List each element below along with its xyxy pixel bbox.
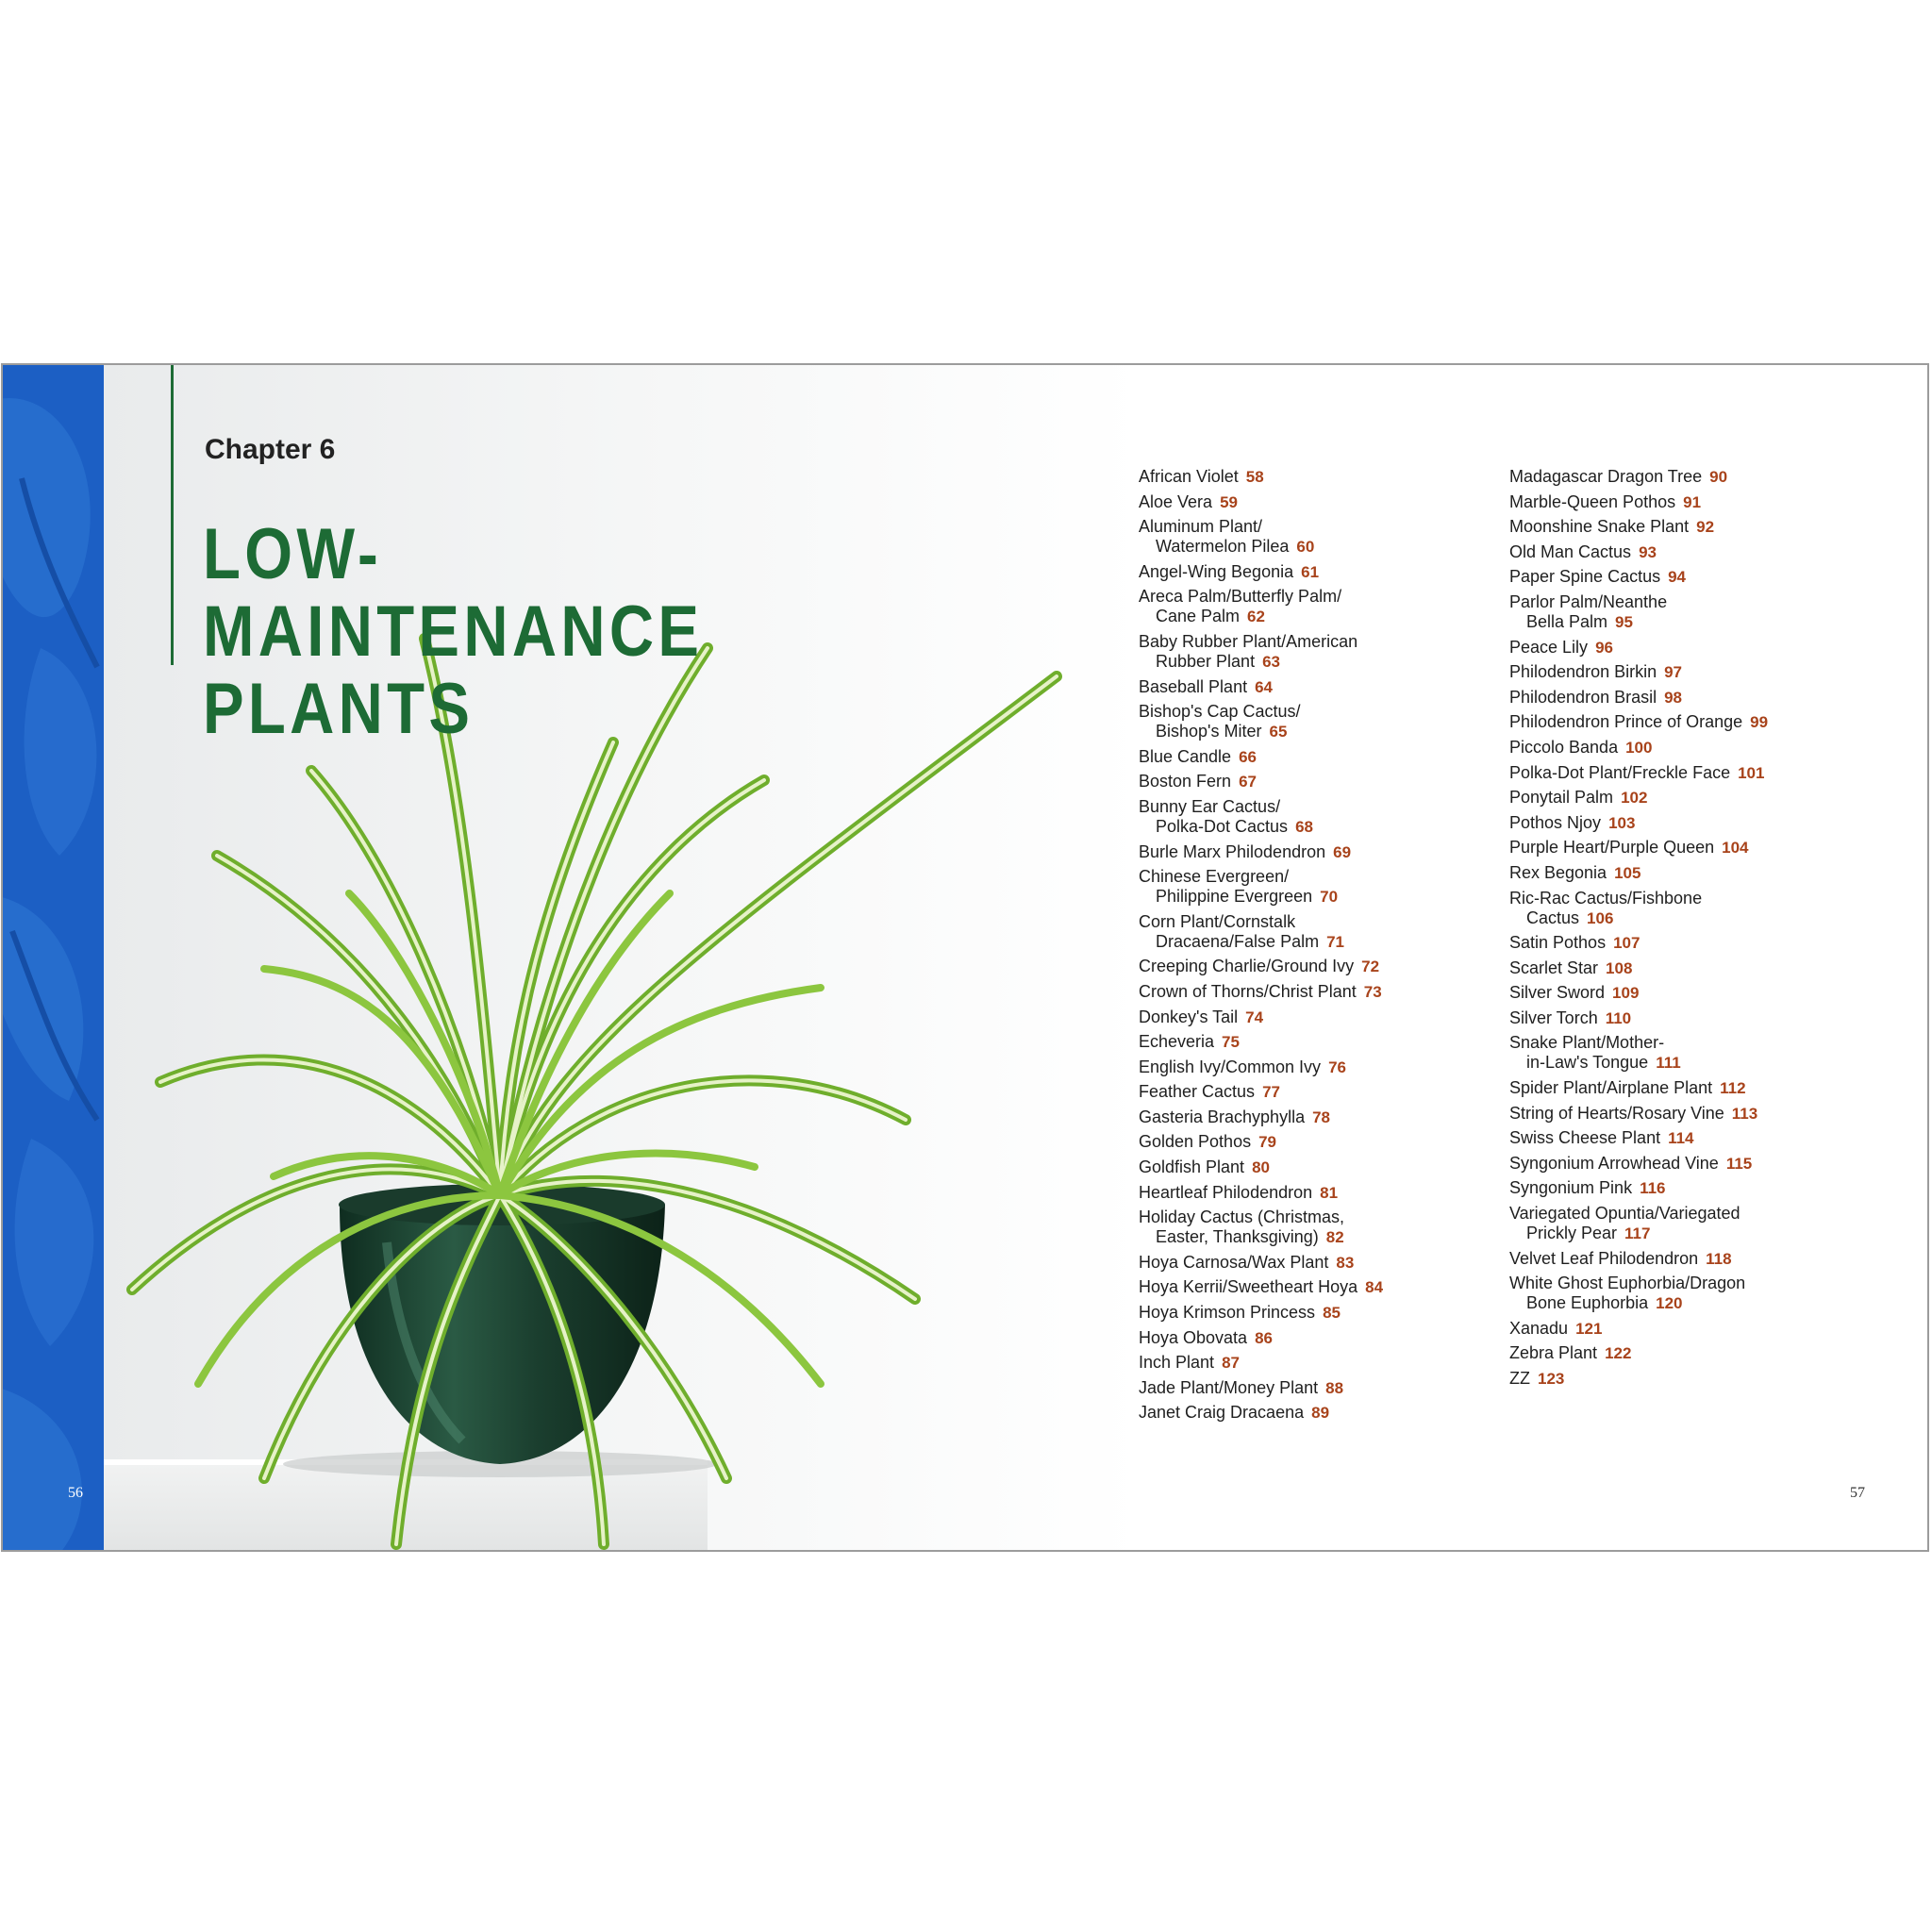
index-entry-name: String of Hearts/Rosary Vine: [1509, 1103, 1724, 1123]
index-entry: [1509, 838, 1887, 858]
plant-index-column-1: [1139, 467, 1516, 1428]
index-entry: [1509, 1319, 1887, 1339]
index-entry: [1139, 867, 1516, 907]
index-entry: [1509, 467, 1887, 487]
index-entry-page: 70: [1320, 888, 1339, 907]
index-entry: [1509, 1178, 1887, 1198]
index-entry: [1509, 1008, 1887, 1028]
index-entry: [1139, 632, 1516, 672]
index-entry-page: 90: [1709, 468, 1728, 486]
index-entry: [1139, 1328, 1516, 1348]
index-entry-page: 75: [1222, 1033, 1240, 1052]
index-entry-name: Velvet Leaf Philodendron: [1509, 1248, 1699, 1268]
index-entry-name: Echeveria: [1139, 1032, 1215, 1052]
index-entry: [1509, 1343, 1887, 1363]
index-entry: [1509, 863, 1887, 883]
index-entry-name: Zebra Plant: [1509, 1343, 1598, 1363]
index-entry-page: 80: [1252, 1158, 1270, 1177]
index-entry-name-continued: Cane Palm: [1156, 607, 1241, 626]
index-entry: [1509, 813, 1887, 833]
index-entry-page: 87: [1222, 1354, 1240, 1373]
index-entry-name: Corn Plant/Cornstalk: [1139, 911, 1296, 931]
chapter-title-line2: PLANTS: [203, 669, 475, 749]
index-entry-name-continued: Cactus: [1526, 908, 1580, 927]
index-entry-page: 64: [1255, 677, 1273, 696]
index-entry-page: 107: [1613, 934, 1641, 953]
index-entry: [1139, 1132, 1516, 1152]
index-entry-page: 97: [1664, 663, 1683, 682]
index-entry-name-continued: Easter, Thanksgiving): [1156, 1227, 1319, 1247]
index-entry-name: Moonshine Snake Plant: [1509, 517, 1690, 537]
index-entry: [1509, 688, 1887, 708]
index-entry-page: 82: [1325, 1228, 1344, 1247]
index-entry-page: 94: [1668, 568, 1687, 587]
index-entry-name: Marble-Queen Pothos: [1509, 491, 1676, 511]
index-entry-name: African Violet: [1139, 467, 1239, 486]
index-entry: [1509, 763, 1887, 783]
index-entry: [1139, 772, 1516, 791]
index-entry: [1139, 1353, 1516, 1373]
chapter-rule: [171, 365, 174, 665]
index-entry-page: 101: [1738, 763, 1765, 782]
index-entry-name: Scarlet Star: [1509, 958, 1599, 977]
index-entry-name: Syngonium Arrowhead Vine: [1509, 1153, 1719, 1173]
index-entry: [1509, 567, 1887, 587]
index-entry: [1139, 1208, 1516, 1247]
index-entry: [1139, 747, 1516, 767]
leaf-pattern-graphic: [3, 365, 104, 1550]
index-entry-name: Gasteria Brachyphylla: [1139, 1107, 1306, 1126]
index-entry-page: 98: [1664, 688, 1683, 707]
index-entry: [1509, 662, 1887, 682]
index-entry-page: 99: [1750, 713, 1769, 732]
index-entry-name: Pothos Njoy: [1509, 812, 1602, 832]
index-entry-name: Janet Craig Dracaena: [1139, 1403, 1305, 1423]
index-entry-name-continued: Dracaena/False Palm: [1156, 931, 1320, 951]
index-entry: [1509, 1204, 1887, 1243]
index-entry: [1139, 517, 1516, 557]
index-entry: [1509, 638, 1887, 658]
index-entry-page: 65: [1269, 723, 1288, 741]
index-entry: [1139, 587, 1516, 626]
index-entry: [1139, 1403, 1516, 1423]
chapter-title-line1: LOW-MAINTENANCE: [203, 514, 704, 672]
index-entry-name: Areca Palm/Butterfly Palm/: [1139, 587, 1342, 607]
index-entry-name-continued: Philippine Evergreen: [1156, 887, 1313, 907]
index-entry: [1139, 1158, 1516, 1177]
index-entry-name: Jade Plant/Money Plant: [1139, 1377, 1319, 1397]
index-entry: [1139, 1058, 1516, 1077]
index-entry: [1509, 1369, 1887, 1389]
index-entry-name: Peace Lily: [1509, 637, 1589, 657]
index-entry: [1509, 1104, 1887, 1124]
index-entry: [1509, 1033, 1887, 1073]
index-entry: [1139, 677, 1516, 697]
index-entry-page: 100: [1625, 738, 1653, 757]
index-entry-page: 109: [1612, 984, 1640, 1003]
index-entry-name: Aluminum Plant/: [1139, 517, 1263, 537]
index-entry-name: Hoya Kerrii/Sweetheart Hoya: [1139, 1277, 1358, 1297]
index-entry-page: 103: [1608, 813, 1636, 832]
index-entry-name-continued: Prickly Pear: [1526, 1224, 1618, 1243]
index-entry-page: 118: [1706, 1249, 1732, 1268]
index-entry-name: Holiday Cactus (Christmas,: [1139, 1208, 1345, 1227]
index-entry-page: 116: [1640, 1179, 1666, 1198]
index-entry-page: 96: [1595, 638, 1613, 657]
blue-side-band: [3, 365, 104, 1550]
index-entry: [1139, 957, 1516, 976]
index-entry-page: 84: [1365, 1278, 1384, 1297]
index-entry-page: 106: [1587, 908, 1614, 927]
index-entry-name: Hoya Krimson Princess: [1139, 1303, 1316, 1323]
index-entry-name: Bishop's Cap Cactus/: [1139, 702, 1301, 722]
index-entry-page: 59: [1220, 492, 1238, 511]
index-entry: [1509, 1274, 1887, 1313]
index-entry-name: Parlor Palm/Neanthe: [1509, 591, 1668, 611]
chapter-label: Chapter 6: [205, 434, 336, 465]
index-entry: [1139, 702, 1516, 741]
index-entry-name: English Ivy/Common Ivy: [1139, 1057, 1322, 1076]
index-entry: [1509, 1249, 1887, 1269]
index-entry-page: 69: [1333, 842, 1352, 861]
index-entry-name: Golden Pothos: [1139, 1132, 1252, 1152]
index-entry-name: Baby Rubber Plant/American: [1139, 631, 1358, 651]
index-entry-page: 83: [1336, 1253, 1355, 1272]
index-entry: [1139, 982, 1516, 1002]
index-entry-page: 86: [1255, 1328, 1273, 1347]
index-entry: [1509, 492, 1887, 512]
index-entry: [1139, 1253, 1516, 1273]
index-entry-name: Aloe Vera: [1139, 491, 1213, 511]
index-entry-page: 114: [1668, 1129, 1694, 1148]
chapter-title: [203, 516, 771, 748]
index-entry-page: 123: [1538, 1370, 1565, 1388]
index-entry-name-continued: Rubber Plant: [1156, 651, 1256, 671]
index-entry-page: 89: [1311, 1404, 1330, 1423]
index-entry-page: 67: [1239, 773, 1257, 791]
index-entry-name: Burle Marx Philodendron: [1139, 841, 1326, 861]
index-entry: [1139, 1082, 1516, 1102]
index-entry: [1509, 958, 1887, 978]
index-entry-name: Creeping Charlie/Ground Ivy: [1139, 957, 1355, 976]
index-entry-page: 63: [1262, 652, 1280, 671]
index-entry: [1139, 912, 1516, 952]
book-spread: [1, 363, 1929, 1552]
index-entry-name: Swiss Cheese Plant: [1509, 1128, 1661, 1148]
index-entry-name: Philodendron Birkin: [1509, 662, 1657, 682]
index-entry-page: 61: [1301, 562, 1320, 581]
index-entry-page: 79: [1258, 1133, 1277, 1152]
index-entry-page: 74: [1245, 1008, 1264, 1026]
index-entry-name: Purple Heart/Purple Queen: [1509, 838, 1715, 858]
index-entry-name: Blue Candle: [1139, 746, 1232, 766]
index-entry-name: Old Man Cactus: [1509, 541, 1632, 561]
index-entry-name: Xanadu: [1509, 1318, 1569, 1338]
index-entry-name: Goldfish Plant: [1139, 1158, 1245, 1177]
index-entry: [1509, 1078, 1887, 1098]
page-number-left: 56: [68, 1485, 83, 1501]
index-entry-page: 110: [1605, 1008, 1632, 1027]
index-entry-name: Philodendron Prince of Orange: [1509, 712, 1743, 732]
index-entry-page: 73: [1363, 982, 1382, 1001]
index-entry-name-continued: Bella Palm: [1526, 611, 1608, 631]
index-entry-page: 81: [1320, 1183, 1339, 1202]
index-entry: [1509, 1128, 1887, 1148]
index-entry: [1139, 1183, 1516, 1203]
index-entry: [1509, 592, 1887, 632]
index-entry: [1509, 517, 1887, 537]
index-entry: [1139, 1108, 1516, 1127]
index-entry-name: Angel-Wing Begonia: [1139, 561, 1294, 581]
index-entry-name: Crown of Thorns/Christ Plant: [1139, 981, 1357, 1001]
index-entry-name: Ric-Rac Cactus/Fishbone: [1509, 888, 1703, 908]
index-entry-name: Chinese Evergreen/: [1139, 867, 1290, 887]
index-entry-page: 62: [1247, 608, 1265, 626]
index-entry-name-continued: Bishop's Miter: [1156, 722, 1262, 741]
index-entry-name: Syngonium Pink: [1509, 1178, 1633, 1198]
index-entry: [1509, 1154, 1887, 1174]
index-entry-name: Polka-Dot Plant/Freckle Face: [1509, 762, 1731, 782]
index-entry-name: Spider Plant/Airplane Plant: [1509, 1078, 1713, 1098]
index-entry-page: 58: [1245, 468, 1264, 486]
index-entry-name: Hoya Carnosa/Wax Plant: [1139, 1252, 1329, 1272]
index-entry-name: White Ghost Euphorbia/Dragon: [1509, 1274, 1746, 1293]
index-entry-page: 104: [1722, 839, 1749, 858]
index-entry: [1509, 788, 1887, 808]
index-entry: [1139, 1277, 1516, 1297]
index-entry-page: 77: [1262, 1083, 1280, 1102]
index-entry: [1139, 562, 1516, 582]
index-entry-name-continued: Polka-Dot Cactus: [1156, 816, 1289, 836]
index-entry-page: 66: [1239, 747, 1257, 766]
index-entry-page: 93: [1639, 542, 1657, 561]
index-entry: [1139, 1008, 1516, 1027]
index-entry-page: 117: [1624, 1224, 1651, 1243]
index-entry-page: 102: [1621, 789, 1648, 808]
index-entry-page: 88: [1325, 1378, 1344, 1397]
index-entry-name: Variegated Opuntia/Variegated: [1509, 1204, 1740, 1224]
index-entry-page: 60: [1296, 538, 1315, 557]
index-entry-page: 68: [1295, 817, 1313, 836]
index-entry-page: 95: [1615, 612, 1633, 631]
index-entry: [1139, 1032, 1516, 1052]
index-entry: [1509, 983, 1887, 1003]
index-entry-name: Piccolo Banda: [1509, 737, 1619, 757]
index-entry-name: Philodendron Brasil: [1509, 687, 1657, 707]
index-entry-page: 112: [1720, 1079, 1746, 1098]
index-entry-name: Inch Plant: [1139, 1353, 1215, 1373]
index-entry-name: Rex Begonia: [1509, 862, 1607, 882]
index-entry-name: Silver Sword: [1509, 983, 1606, 1003]
index-entry-name: Bunny Ear Cactus/: [1139, 796, 1281, 816]
index-entry-page: 78: [1312, 1108, 1331, 1126]
index-entry-name: Hoya Obovata: [1139, 1327, 1248, 1347]
index-entry-page: 72: [1361, 958, 1380, 976]
index-entry-name: Donkey's Tail: [1139, 1007, 1239, 1026]
index-entry-name: Madagascar Dragon Tree: [1509, 467, 1703, 486]
index-entry: [1139, 492, 1516, 512]
index-entry-page: 92: [1696, 518, 1715, 537]
index-entry-page: 85: [1323, 1304, 1341, 1323]
index-entry-name: Boston Fern: [1139, 772, 1232, 791]
index-entry-page: 105: [1614, 863, 1641, 882]
index-entry-page: 71: [1326, 932, 1344, 951]
index-entry: [1139, 842, 1516, 862]
index-entry: [1509, 889, 1887, 928]
index-entry-name: Satin Pothos: [1509, 933, 1607, 953]
index-entry: [1139, 467, 1516, 487]
index-entry-name-continued: Watermelon Pilea: [1156, 537, 1290, 557]
index-entry-page: 76: [1328, 1058, 1346, 1076]
index-entry: [1509, 712, 1887, 732]
page-number-right: 57: [1850, 1485, 1865, 1501]
index-entry-page: 115: [1725, 1154, 1753, 1173]
index-entry: [1509, 738, 1887, 758]
index-entry-name: Ponytail Palm: [1509, 788, 1614, 808]
index-entry: [1139, 797, 1516, 837]
index-entry-page: 108: [1606, 958, 1633, 977]
index-entry-name: Snake Plant/Mother-: [1509, 1033, 1665, 1053]
index-entry-name: Silver Torch: [1509, 1008, 1598, 1027]
index-entry-name: Baseball Plant: [1139, 676, 1248, 696]
index-entry-page: 121: [1575, 1319, 1603, 1338]
plant-index-column-2: [1509, 467, 1887, 1394]
index-entry: [1509, 542, 1887, 562]
index-entry: [1139, 1303, 1516, 1323]
index-entry: [1509, 933, 1887, 953]
index-entry-name: Paper Spine Cactus: [1509, 567, 1661, 587]
index-entry-page: 113: [1731, 1104, 1758, 1123]
index-entry-name: Feather Cactus: [1139, 1082, 1256, 1102]
index-entry: [1139, 1378, 1516, 1398]
index-entry-name-continued: Bone Euphorbia: [1526, 1293, 1649, 1313]
index-entry-page: 120: [1656, 1294, 1683, 1313]
index-entry-page: 122: [1605, 1344, 1632, 1363]
index-entry-name-continued: in-Law's Tongue: [1526, 1053, 1649, 1073]
index-entry-name: ZZ: [1509, 1369, 1530, 1388]
index-entry-page: 111: [1656, 1054, 1681, 1073]
index-entry-page: 91: [1683, 492, 1702, 511]
index-entry-name: Heartleaf Philodendron: [1139, 1182, 1313, 1202]
